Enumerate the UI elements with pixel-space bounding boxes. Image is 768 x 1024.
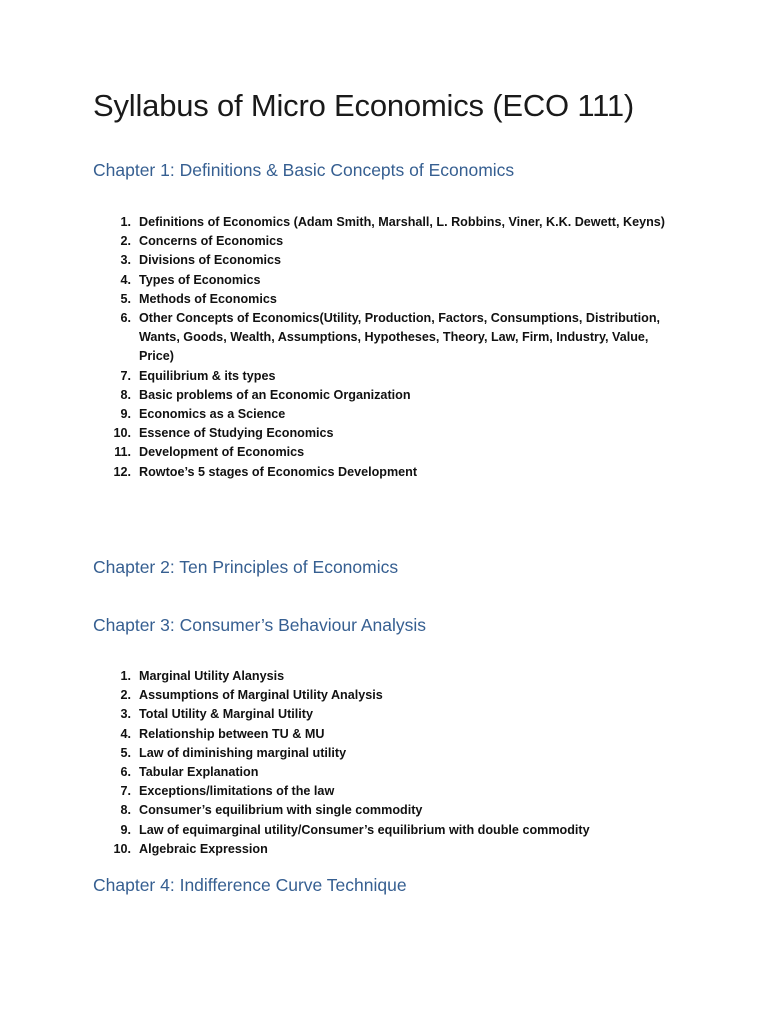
chapter-4-heading: Chapter 4: Indifference Curve Technique <box>93 875 407 895</box>
list-item <box>93 405 673 424</box>
list-item <box>93 801 673 820</box>
list-item-text: Basic problems of an Economic Organization <box>139 387 411 402</box>
list-item-text: Methods of Economics <box>139 291 277 306</box>
list-item-number: 4. <box>120 726 131 741</box>
chapter-1-topic-list <box>93 213 673 482</box>
list-item-number: 1. <box>120 215 131 229</box>
list-item-number: 10. <box>113 841 131 856</box>
list-item-number: 7. <box>120 368 131 383</box>
list-item-text: Rowtoe’s 5 stages of Economics Development <box>139 464 418 479</box>
list-item-text: Law of equimarginal utility/Consumer’s equilibrium with double commodity <box>139 822 590 837</box>
chapter-3-heading: Chapter 3: Consumer’s Behaviour Analysis <box>93 615 426 635</box>
list-item-text: Law of diminishing marginal utility <box>139 745 347 760</box>
list-item-number: 1. <box>120 669 131 683</box>
list-item <box>93 782 673 801</box>
list-item-number: 6. <box>120 765 131 780</box>
list-item <box>93 463 673 482</box>
list-item-number: 3. <box>120 707 131 722</box>
list-item-text: Total Utility & Marginal Utility <box>139 707 313 722</box>
list-item <box>93 386 673 405</box>
list-item-number: 12. <box>113 464 131 479</box>
list-item-text: Development of Economics <box>139 445 305 460</box>
list-item-text: Definitions of Economics (Adam Smith, Marshall, L. Robbins, Viner, K.K. Dewett, Keyns) <box>139 215 665 229</box>
list-item-number: 2. <box>120 234 131 249</box>
chapter-3-topic-list <box>93 667 673 859</box>
list-item-number: 9. <box>120 407 131 422</box>
list-item-text: Essence of Studying Economics <box>139 426 334 441</box>
list-item <box>93 443 673 462</box>
list-item <box>93 424 673 443</box>
list-item <box>93 232 673 251</box>
list-item-number: 8. <box>120 387 131 402</box>
list-item <box>93 667 673 686</box>
list-item <box>93 744 673 763</box>
list-item <box>93 271 673 290</box>
list-item-text: Tabular Explanation <box>139 765 259 780</box>
list-item-number: 4. <box>120 272 131 287</box>
list-item <box>93 290 673 309</box>
list-item-text: Marginal Utility Alanysis <box>139 669 285 683</box>
list-item-text: Algebraic Expression <box>139 841 268 856</box>
list-item <box>93 725 673 744</box>
list-item <box>93 686 673 705</box>
list-item-text: Relationship between TU & MU <box>139 726 325 741</box>
list-item <box>93 705 673 724</box>
list-item-text: Concerns of Economics <box>139 234 284 249</box>
list-item-number: 9. <box>120 822 131 837</box>
list-item <box>93 821 673 840</box>
list-item-number: 8. <box>120 803 131 818</box>
list-item <box>93 367 673 386</box>
list-item-text: Other Concepts of Economics(Utility, Production, Factors, Consumptions, Distribution, Wants, Goods, Wealth, Assumptions, Hypotheses, Theory, Law, Firm, Industry, Value, Price) <box>139 311 661 364</box>
list-item-number: 3. <box>120 253 131 268</box>
list-item-number: 10. <box>113 426 131 441</box>
list-item-number: 5. <box>120 745 131 760</box>
list-item <box>93 309 673 367</box>
document-title: Syllabus of Micro Economics (ECO 111) <box>93 88 635 123</box>
list-item-number: 6. <box>120 311 131 326</box>
list-item-text: Exceptions/limitations of the law <box>139 784 335 799</box>
list-item-text: Economics as a Science <box>139 407 286 422</box>
list-item-text: Types of Economics <box>139 272 261 287</box>
chapter-2-heading: Chapter 2: Ten Principles of Economics <box>93 557 399 577</box>
list-item-text: Equilibrium & its types <box>139 368 276 383</box>
list-item-text: Assumptions of Marginal Utility Analysis <box>139 688 383 703</box>
list-item <box>93 840 673 859</box>
list-item-text: Consumer’s equilibrium with single commodity <box>139 803 423 818</box>
list-item <box>93 251 673 270</box>
list-item-number: 11. <box>114 445 131 460</box>
list-item-text: Divisions of Economics <box>139 253 282 268</box>
chapter-1-heading: Chapter 1: Definitions & Basic Concepts of Economics <box>93 160 515 180</box>
list-item <box>93 763 673 782</box>
list-item-number: 5. <box>120 291 131 306</box>
list-item-number: 2. <box>120 688 131 703</box>
list-item <box>93 213 673 232</box>
list-item-number: 7. <box>120 784 131 799</box>
